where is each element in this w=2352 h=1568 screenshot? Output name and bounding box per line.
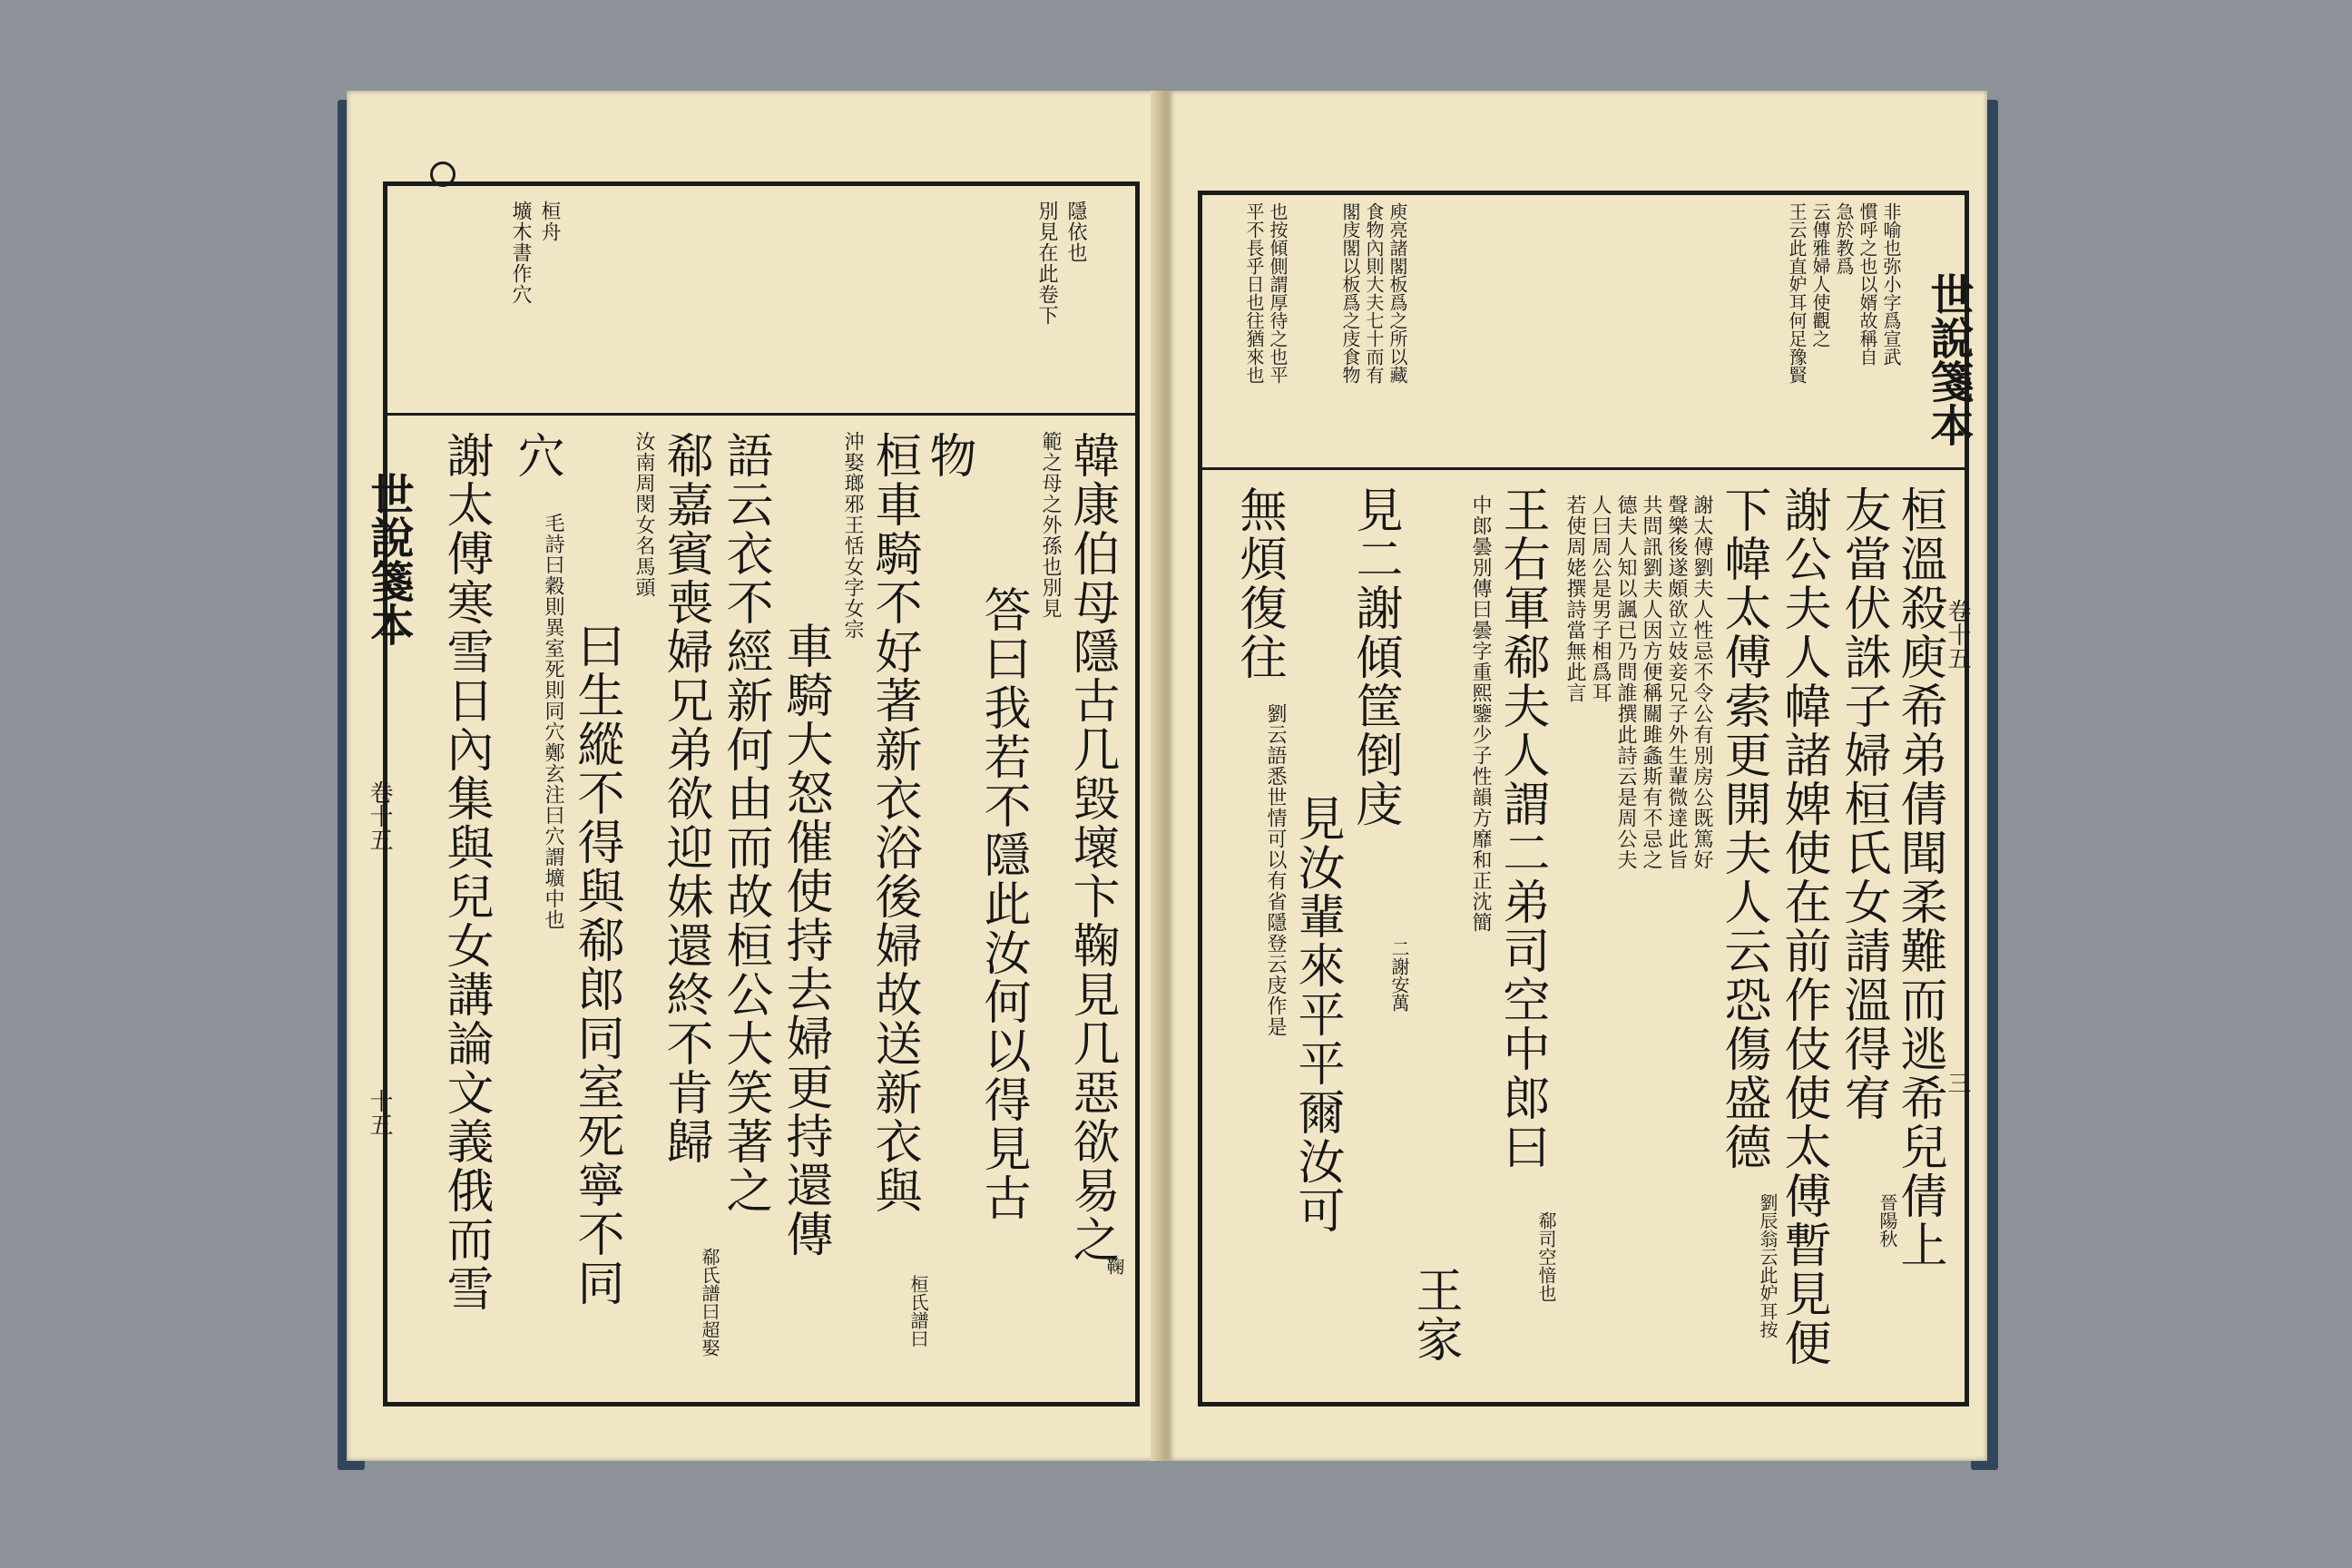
header-divider xyxy=(1202,467,1965,470)
left-page xyxy=(347,91,1161,1461)
text-column: 下幃太傅索更開夫人云恐傷盛德 xyxy=(1716,485,1770,1171)
text-column: 王家 xyxy=(1407,1266,1462,1364)
text-note: 鞠 xyxy=(1103,1257,1125,1275)
text-note: 桓氏譜曰 xyxy=(907,1275,929,1348)
header-note: 云傳雅婦人使觀之 xyxy=(1809,202,1831,348)
text-column: 車騎大怒催使持去婦更持還傳 xyxy=(778,622,832,1259)
text-note: 範之母之外孫也別見 xyxy=(1039,431,1062,619)
text-column: 郗嘉賓喪婦兄弟欲迎妹還終不肯歸 xyxy=(658,431,712,1166)
right-page-frame xyxy=(1198,191,1969,1406)
text-note: 晉陽秋 xyxy=(1877,1193,1898,1248)
header-note: 壙木書作穴 xyxy=(509,201,532,305)
text-note: 郗司空愔也 xyxy=(1535,1211,1557,1302)
text-note: 毛詩曰穀則異室死則同穴鄭玄注曰穴謂壙中也 xyxy=(542,513,564,930)
text-column: 答曰我若不隱此汝何以得見古 xyxy=(975,585,1030,1222)
margin-juan: 卷十五 xyxy=(366,780,393,851)
text-note: 中郎曇別傳曰曇字重熙鑒少子性韻方靡和正沈簡 xyxy=(1469,495,1492,933)
text-column: 王右軍郗夫人謂二弟司空中郎曰 xyxy=(1494,485,1549,1171)
text-column: 韓康伯母隱古几毀壞卞鞠見几惡欲易之 xyxy=(1064,431,1119,1264)
header-note: 庾亮諸閣板爲之所以藏 xyxy=(1387,202,1408,384)
margin-page-number: 十五 xyxy=(366,1089,393,1136)
header-note: 平不長乎日也往猶來也 xyxy=(1243,202,1265,384)
text-column: 穴 xyxy=(509,431,564,480)
header-note: 食物內則大夫七十而有 xyxy=(1363,202,1385,384)
margin-title: 世說箋本 xyxy=(1923,272,1974,446)
text-note: 若使周姥撰詩當無此言 xyxy=(1563,495,1586,703)
text-note: 二謝安萬 xyxy=(1388,939,1410,1012)
header-note: 急於教爲 xyxy=(1833,202,1855,275)
header-note: 別見在此卷下 xyxy=(1035,201,1058,326)
margin-juan: 卷十五 xyxy=(1944,599,1971,670)
right-page xyxy=(1171,91,1987,1461)
header-note: 隱依也 xyxy=(1064,201,1087,263)
text-note: 謝太傅劉夫人性忌不令公有別房公既篤好 xyxy=(1690,495,1713,870)
text-column: 桓車騎不好著新衣浴後婦故送新衣與 xyxy=(867,431,921,1215)
text-column: 見二謝傾筐倒庋 xyxy=(1348,485,1402,828)
text-note: 共問訊劉夫人因方便稱關雎螽斯有不忌之 xyxy=(1640,495,1662,870)
text-note: 郗氏譜曰超娶 xyxy=(699,1248,720,1357)
header-note: 非喻也弥小字爲宣武 xyxy=(1880,202,1902,366)
text-column: 無煩復往 xyxy=(1231,485,1286,681)
text-note: 聲樂後遂頗欲立妓妾兄子外生輩微達此旨 xyxy=(1665,495,1688,870)
text-column: 見汝輩來平平爾汝可 xyxy=(1289,794,1344,1235)
header-note: 閣庋閣以板爲之庋食物 xyxy=(1339,202,1361,384)
margin-title: 世說箋本 xyxy=(363,472,414,646)
header-note: 也按傾側謂厚待之也平 xyxy=(1267,202,1289,384)
header-note: 王云此直妒耳何足豫賢 xyxy=(1786,202,1808,384)
open-book xyxy=(338,91,1998,1470)
text-column: 語云衣不經新何由而故桓公大笑著之 xyxy=(718,431,772,1215)
header-note: 桓舟 xyxy=(538,201,561,242)
left-page-frame xyxy=(383,181,1140,1406)
text-note: 汝南周閔女名馬頭 xyxy=(632,431,655,598)
text-column: 謝公夫人幃諸婢使在前作伎使太傅暫見便 xyxy=(1776,485,1830,1367)
text-note: 德夫人知以諷已乃問誰撰此詩云是周公夫 xyxy=(1614,495,1637,870)
text-note: 劉云語悉世情可以有省隱登云庋作是 xyxy=(1264,703,1287,1037)
margin-page-number: 三 xyxy=(1944,1071,1971,1094)
text-column: 桓溫殺庾希弟倩聞柔難而逃希兒倩上 xyxy=(1892,485,1946,1269)
text-column: 友當伏誅子婦桓氏女請溫得宥 xyxy=(1836,485,1890,1122)
text-note: 人曰周公是男子相爲耳 xyxy=(1589,495,1612,703)
header-divider xyxy=(387,413,1135,416)
header-note: 慣呼之也以婿故稱自 xyxy=(1857,202,1878,366)
text-column: 曰生縱不得與郗郎同室死寧不同 xyxy=(569,622,623,1308)
text-column: 物 xyxy=(921,431,975,480)
text-note: 劉辰翁云此妒耳按 xyxy=(1757,1193,1779,1338)
text-note: 沖娶瑯邪王恬女字女宗 xyxy=(841,431,864,640)
text-column: 謝太傅寒雪日內集與兒女講論文義俄而雪 xyxy=(438,431,493,1313)
